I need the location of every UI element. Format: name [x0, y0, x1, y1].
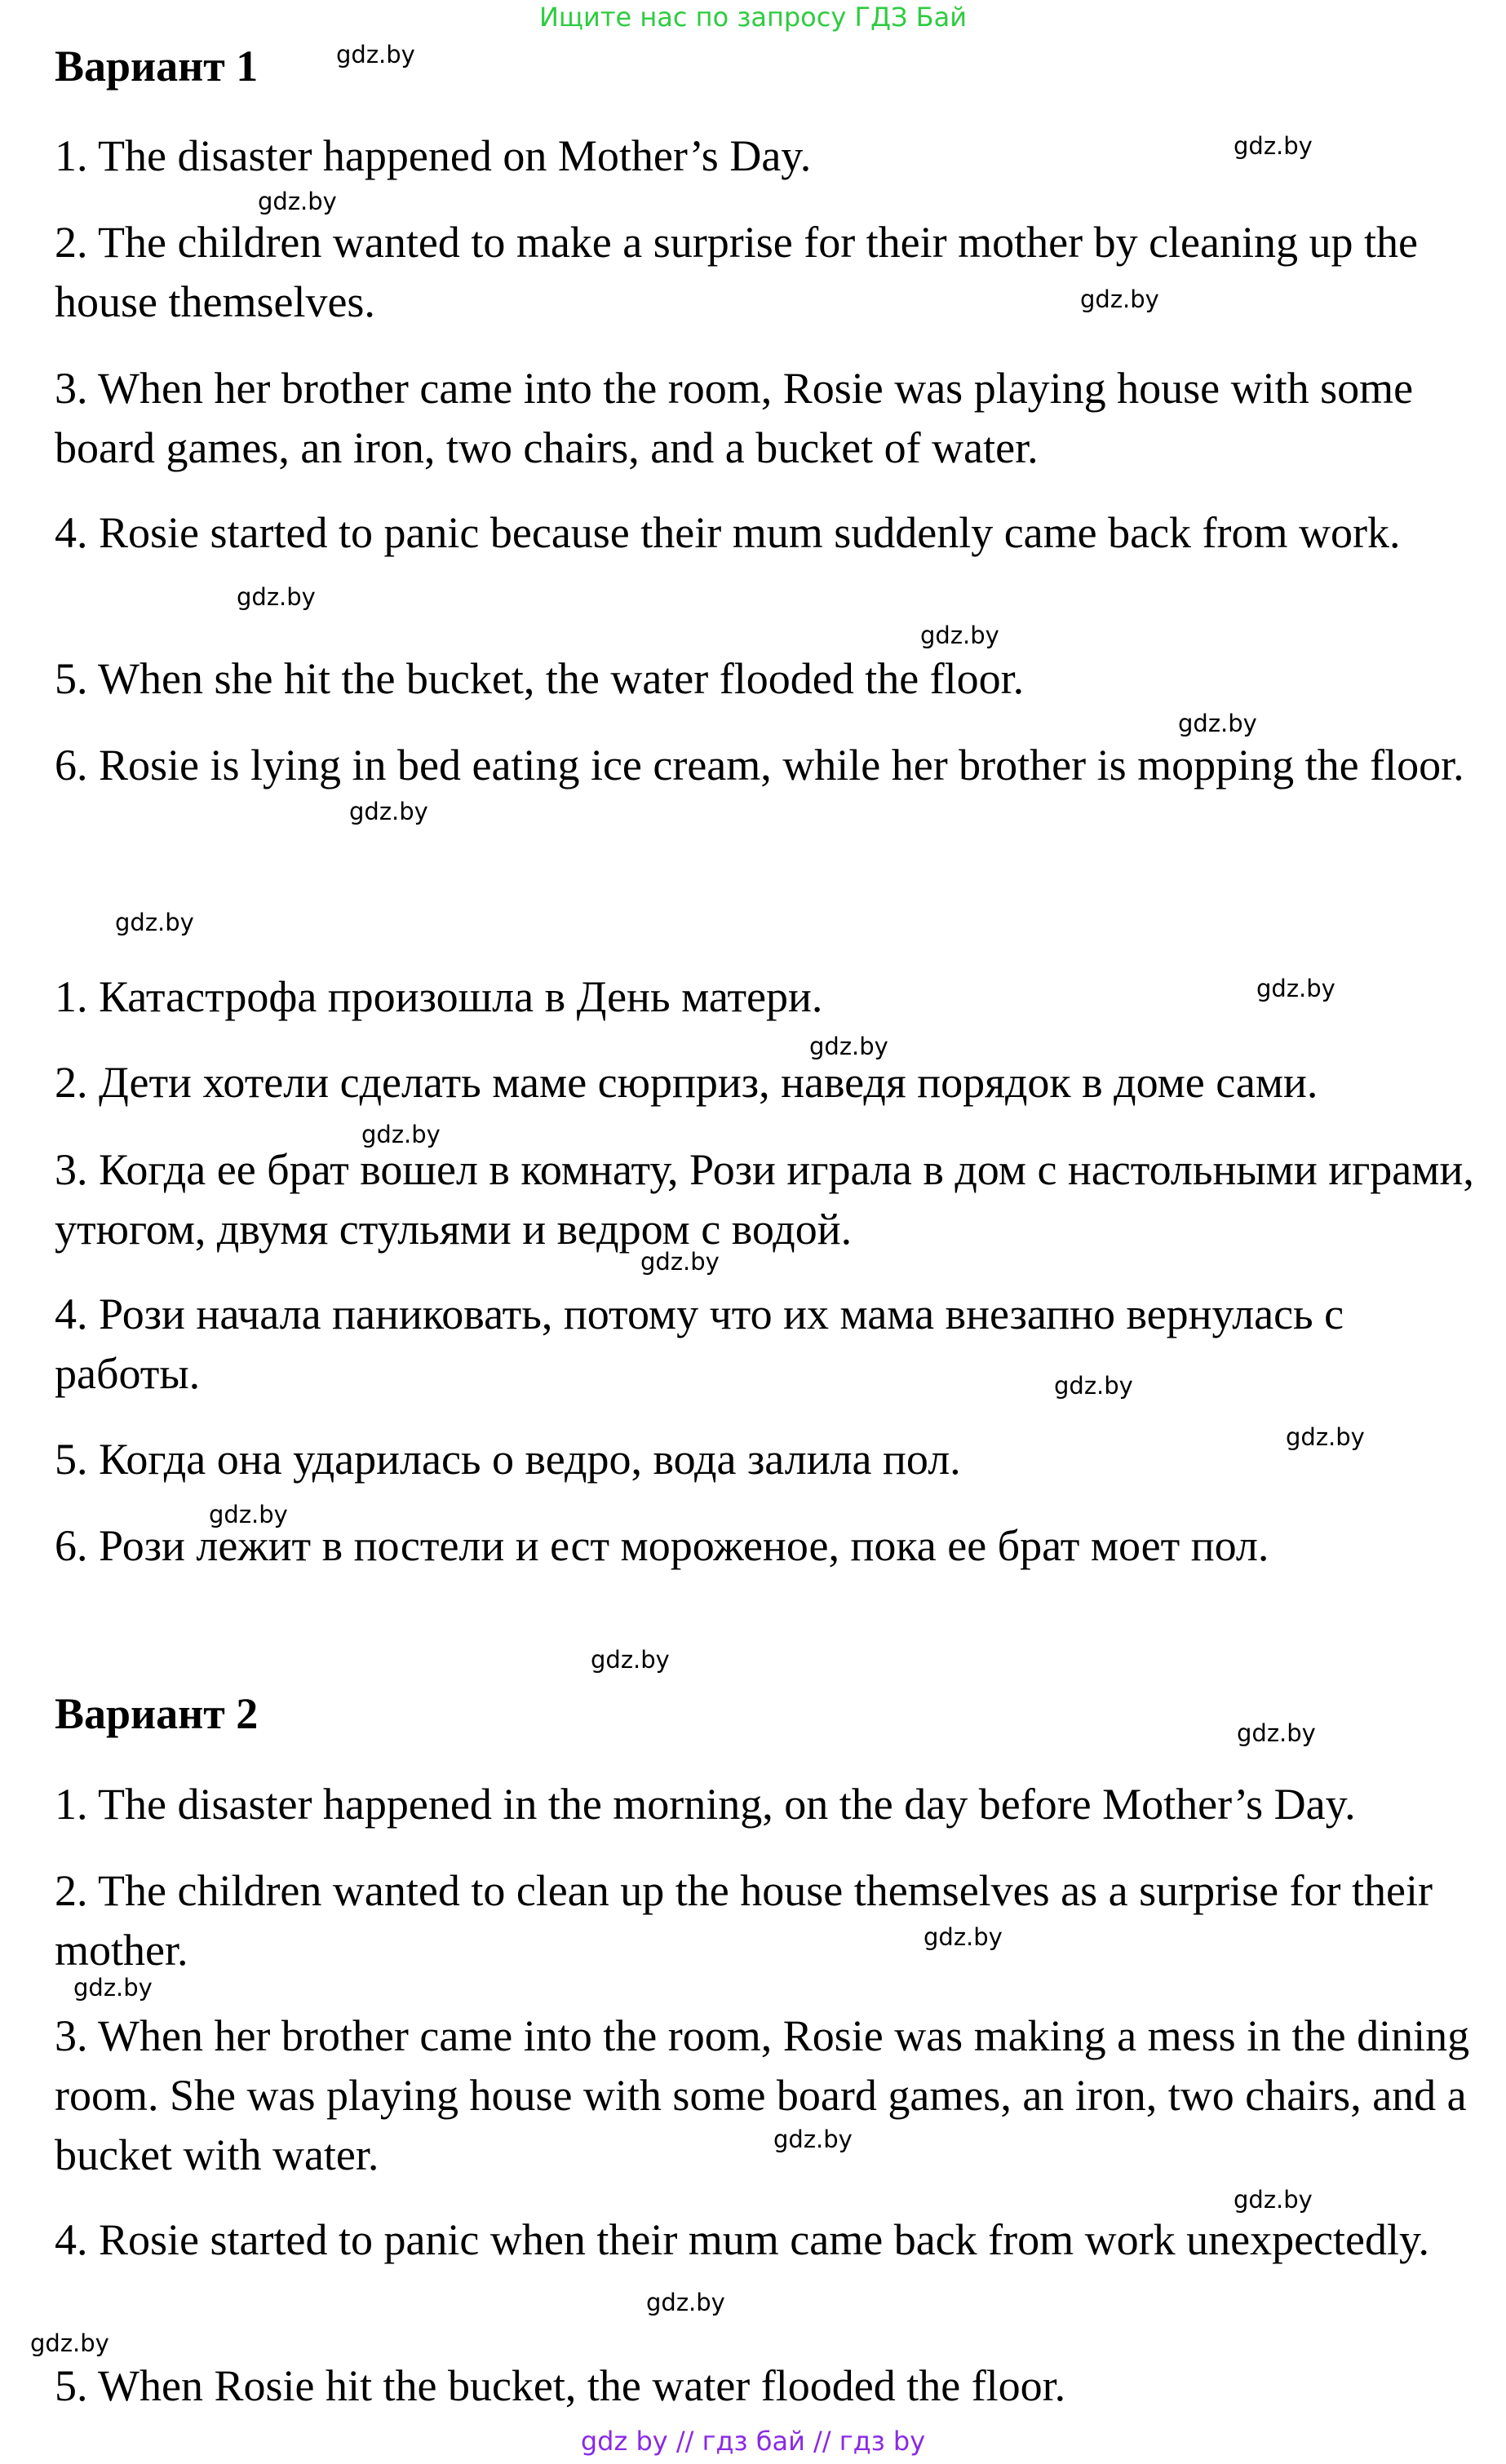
watermark-text: gdz.by: [1237, 1719, 1316, 1747]
watermark-text: gdz.by: [258, 188, 337, 215]
watermark-text: gdz.by: [1256, 975, 1335, 1002]
watermark-text: gdz.by: [115, 909, 194, 936]
watermark-text: gdz.by: [1286, 1423, 1365, 1451]
watermark-text: gdz.by: [1178, 710, 1257, 737]
variant-1-russian-1: 1. Катастрофа произошла в День матери.: [55, 972, 823, 1021]
watermark-text: gdz.by: [209, 1501, 288, 1528]
watermark-text: gdz.by: [924, 1923, 1003, 1951]
watermark-text: gdz.by: [1234, 132, 1313, 160]
variant-1-english-3: 3. When her brother came into the room, Rosie was playing house with some board games, an iron, two chairs, and a bucket of water.: [55, 364, 1414, 472]
watermark-text: gdz.by: [336, 41, 415, 69]
footer-site-link[interactable]: gdz by // гдз бай // гдз by: [580, 2426, 926, 2457]
watermark-text: gdz.by: [73, 1974, 153, 2002]
watermark-text: gdz.by: [30, 2329, 109, 2357]
watermark-text: gdz.by: [646, 2289, 725, 2316]
watermark-text: gdz.by: [1234, 2186, 1313, 2214]
watermark-text: gdz.by: [237, 583, 316, 611]
variant-1-english-1: 1. The disaster happened on Mother’s Day.: [55, 131, 812, 180]
variant-2-heading: Вариант 2: [55, 1689, 259, 1738]
variant-1-english-6: 6. Rosie is lying in bed eating ice cream, while her brother is mopping the floor.: [55, 741, 1464, 790]
variant-1-russian-2: 2. Дети хотели сделать маме сюрприз, наведя порядок в доме сами.: [55, 1058, 1318, 1107]
variant-2-english-2: 2. The children wanted to clean up the house themselves as a surprise for their mother.: [55, 1866, 1433, 1975]
header-site-link[interactable]: Ищите нас по запросу ГДЗ Бай: [538, 2, 968, 33]
watermark-text: gdz.by: [591, 1646, 670, 1674]
variant-1-russian-3: 3. Когда ее брат вошел в комнату, Рози играла в дом с настольными играми, утюгом, двумя стульями и ведром с водой.: [55, 1145, 1474, 1254]
variant-1-heading: Вариант 1: [55, 42, 259, 91]
variant-1-russian-6: 6. Рози лежит в постели и ест мороженое, пока ее брат моет пол.: [55, 1521, 1269, 1570]
watermark-text: gdz.by: [361, 1121, 441, 1148]
watermark-text: gdz.by: [1080, 285, 1159, 313]
variant-2-english-3: 3. When her brother came into the room, Rosie was making a mess in the dining room. She was playing house with some board games, an iron, two chairs, and a bucket with water.: [55, 2011, 1470, 2179]
watermark-text: gdz.by: [809, 1033, 888, 1060]
variant-1-english-4: 4. Rosie started to panic because their mum suddenly came back from work.: [55, 508, 1401, 557]
variant-1-english-5: 5. When she hit the bucket, the water flooded the floor.: [55, 654, 1025, 703]
watermark-text: gdz.by: [640, 1248, 720, 1276]
watermark-text: gdz.by: [1054, 1372, 1133, 1400]
variant-1-russian-4: 4. Рози начала паниковать, потому что их мама внезапно вернулась с работы.: [55, 1290, 1344, 1398]
variant-2-english-5: 5. When Rosie hit the bucket, the water flooded the floor.: [55, 2361, 1066, 2410]
variant-2-english-1: 1. The disaster happened in the morning, on the day before Mother’s Day.: [55, 1780, 1356, 1829]
variant-1-english-2: 2. The children wanted to make a surprise for their mother by cleaning up the house themselves.: [55, 218, 1418, 326]
watermark-text: gdz.by: [920, 622, 999, 649]
variant-2-english-4: 4. Rosie started to panic when their mum came back from work unexpectedly.: [55, 2215, 1429, 2264]
watermark-text: gdz.by: [773, 2126, 853, 2153]
variant-1-russian-5: 5. Когда она ударилась о ведро, вода залила пол.: [55, 1435, 961, 1484]
watermark-text: gdz.by: [349, 798, 428, 825]
